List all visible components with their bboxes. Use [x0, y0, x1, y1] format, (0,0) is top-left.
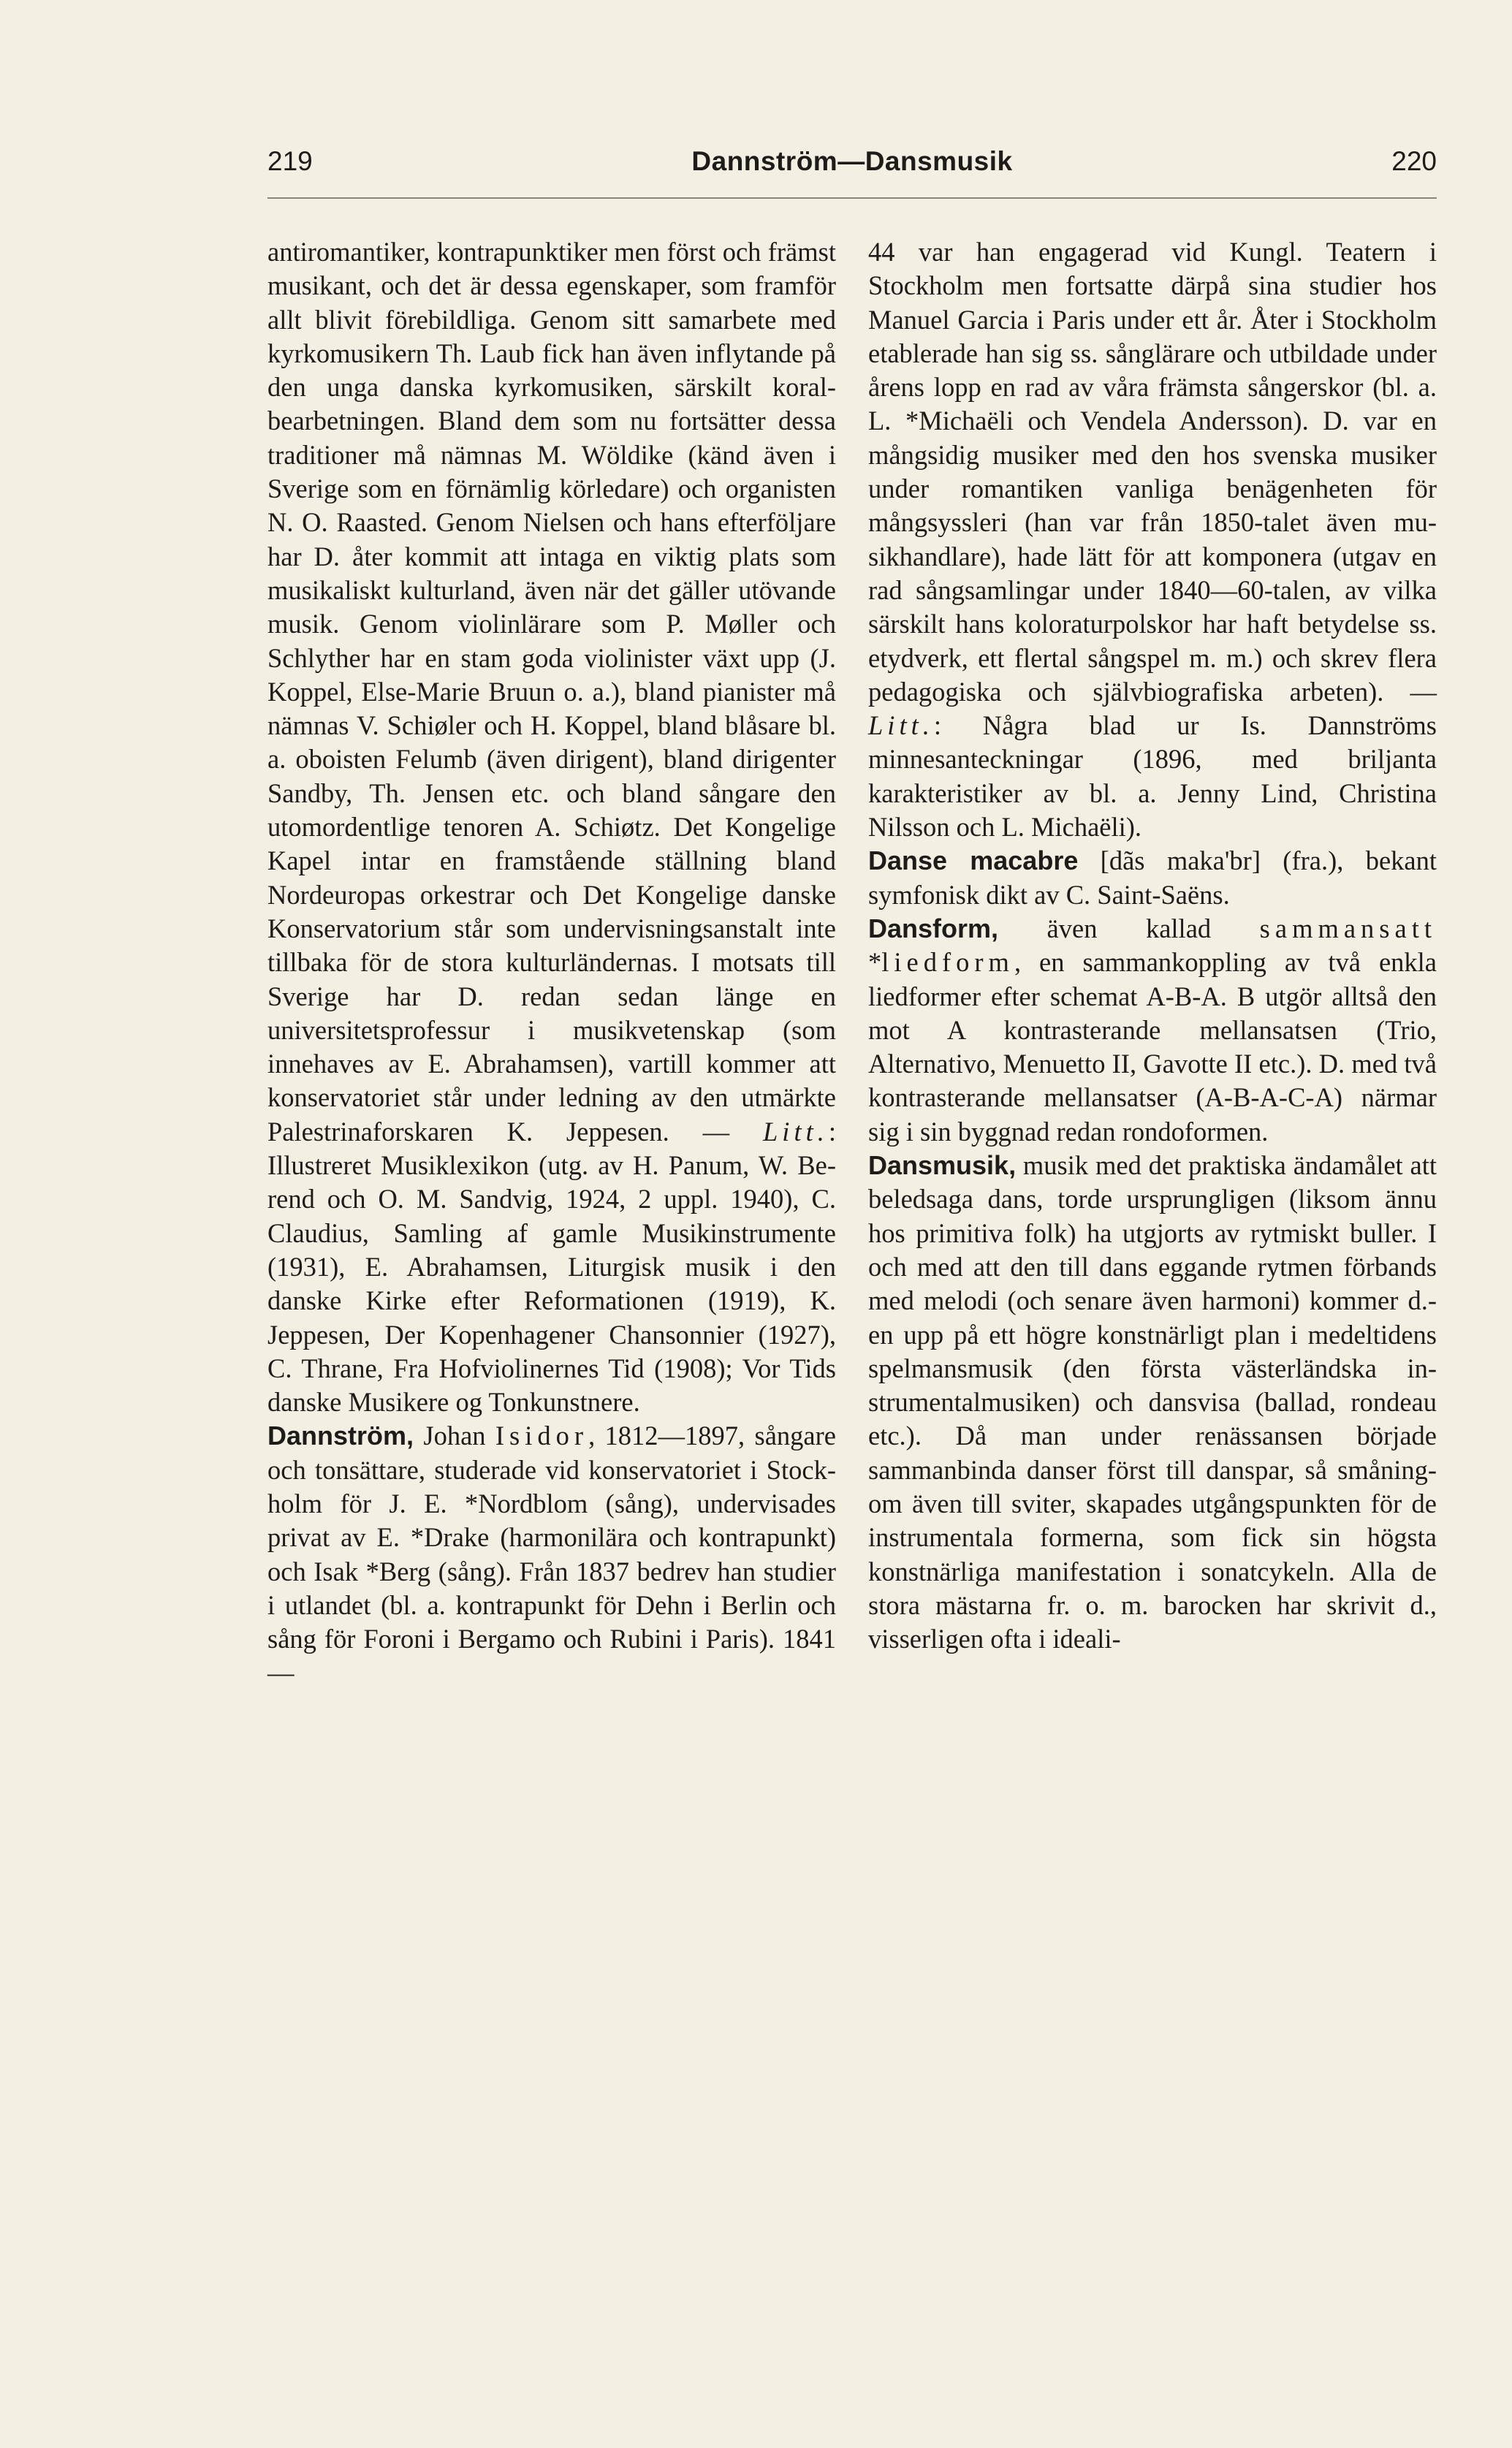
entry-text: antiromantiker, kontrapunktiker men först och främst musikant, och det är dessa egenskaper, som framför allt blivit förebildliga. Genom sitt samarbete med kyrkomusikern Th. Laub fick han även inflytande på den unga danska kyrkomusiken, särskilt koralbearbetningen. Bland dem som nu fortsätter dessa traditioner må nämnas M. Wöldike (känd även i Sverige som en förnämlig körledare) och organisten N. O. Raasted. Genom Nielsen och hans efterföljare har D. åter kommit att intaga en viktig plats som musikaliskt kulturland, även när det gäller utövande musik. Genom violinlärare som P. Møller och Schlyther har en stam goda violinister växt upp (J. Koppel, Else-Marie Bruun o. a.), bland pianister må nämnas V. Schiøler och H. Koppel, bland blåsare bl. a. oboisten Felumb (även dirigent), bland dirigenter Sandby, Th. Jensen etc. och bland sångare den utomordentlige tenoren A. Schiøtz. Det Kongelige Kapel intar en framstående ställning bland Nordeuropas orkestrar och Det Kongelige danske Konservatorium står som undervisningsanstalt inte tillbaka för de stora kulturländernas. I motsats till Sverige har D. redan sedan länge en universitetsprofessur i musikvetenskap (som innehaves av E. Abrahamsen), vartill kommer att konservatoriet står under ledning av den utmärkte Palestrinaforskaren K. Jeppesen. —	[267, 237, 836, 1147]
entry-name-spaced: Isidor	[495, 1421, 589, 1451]
spaced-term: sammansatt	[1259, 913, 1437, 943]
literature-text: : Illustreret Musiklexikon (utg. av H. Panum, W. Berend och O. M. Sandvig, 1924, 2 uppl. 1940), C. Claudius, Samling af gamle Musikinstrumente (1931), E. Abrahamsen, Liturgisk musik i den danske Kirke efter Reformationen (1919), K. Jeppesen, Der Kopenhagener Chansonnier (1927), C. Thrane, Fra Hofviolinernes Tid (1908); Vor Tids danske Musikere og Tonkunstnere.	[267, 1116, 837, 1418]
running-header	[267, 143, 1437, 187]
entry-dannstrom-continued	[868, 235, 1437, 844]
page-number-left: 219	[267, 146, 313, 176]
headword: Danse macabre	[868, 845, 1079, 876]
right-column	[868, 235, 1437, 1656]
headword: Dannström,	[267, 1421, 414, 1451]
entry-text: 44 var han engagerad vid Kungl. Teatern i Stockholm men fortsatte därpå sina studier hos Manuel Garcia i Paris under ett år. Åter i Stockholm etablerade han sig ss. sånglärare och utbildade under årens lopp en rad av våra främsta sångerskor (bl. a. L. *Michaëli och Vendela Andersson). D. var en mångsidig musiker med den hos svenska musiker under romantiken vanliga benägenheten för mångsyssleri (han var från 1850-talet även musikhandlare), hade lätt för att komponera (utgav en rad sångsamlingar under 1840—60-talen, av vilka särskilt hans koloraturpolskor har haft betydelse ss. etydverk, ett flertal sångspel m. m.) och skrev flera pedagogiska och självbiografiska arbeten). —	[868, 237, 1437, 707]
entry-name: Johan	[423, 1421, 486, 1451]
literature-text: : Några blad ur Is. Dannströms minnesanteckningar (1896, med briljanta karakteristiker av bl. a. Jenny Lind, Christina Nilsson och L. Michaëli).	[868, 710, 1437, 843]
page-number-right: 220	[1391, 146, 1437, 176]
entry-text: , en sammankoppling av två enkla liedformer efter schemat A-B-A. B utgör alltså den mot A kontrasterande mellansatsen (Trio, Alternativo, Menuetto II, Gavotte II etc.). D. med två kontrasterande mellansatser (A-B-A-C-A) närmar sig i sin byggnad redan rondoformen.	[868, 947, 1437, 1147]
literature-label: Litt.	[763, 1116, 829, 1147]
spaced-term: liedform	[881, 947, 1014, 978]
entry-danse-macabre	[868, 844, 1437, 912]
entry-dannstrom	[267, 1419, 836, 1689]
headword: Dansform,	[868, 913, 999, 943]
header-rule	[267, 197, 1437, 199]
literature-label: Litt.	[868, 710, 934, 741]
cross-ref-star: *	[868, 947, 882, 978]
headword: Dansmusik,	[868, 1150, 1017, 1181]
entry-text: [dãs maka'br] (fra.), bekant symfonisk dikt av C. Saint-Saëns.	[868, 845, 1437, 910]
entry-dansmusik	[868, 1149, 1437, 1656]
entry-dansform	[868, 912, 1437, 1149]
entry-text: även kallad	[998, 913, 1212, 943]
entry-denmark-continued	[267, 235, 836, 1419]
entry-text: , 1812—1897, sångare och tonsättare, studerade vid konservatoriet i Stockholm för J. E. *Nordblom (sång), undervisades privat av E. *Drake (harmonilära och kontrapunkt) och Isak *Berg (sång). Från 1837 bedrev han studier i utlandet (bl. a. kontrapunkt för Dehn i Berlin och sång för Foroni i Bergamo och Rubini i Paris). 1841—	[267, 1421, 836, 1688]
entry-text: musik med det praktiska ändamålet att beledsaga dans, torde ursprungligen (liksom ännu hos primitiva folk) ha utgjorts av rytmiskt buller. I och med att den till dans eggande rytmen förbands med melodi (och senare även harmoni) kommer d.-en upp på ett högre konstnärligt plan i medeltidens spelmansmusik (den första västerländska instrumentalmusiken) och dansvisa (ballad, rondeau etc.). Då man under renässansen började sammanbinda danser först till danspar, så småningom även till sviter, skapades utgångspunkten för de instrumentala formerna, som fick sin högsta konstnärliga manifestation i sonatcykeln. Alla de stora mästarna fr. o. m. barocken har skrivit d., visserligen ofta i ideali-	[868, 1150, 1437, 1654]
running-title: Dannström—Dansmusik	[691, 146, 1013, 176]
left-column	[267, 235, 836, 1690]
